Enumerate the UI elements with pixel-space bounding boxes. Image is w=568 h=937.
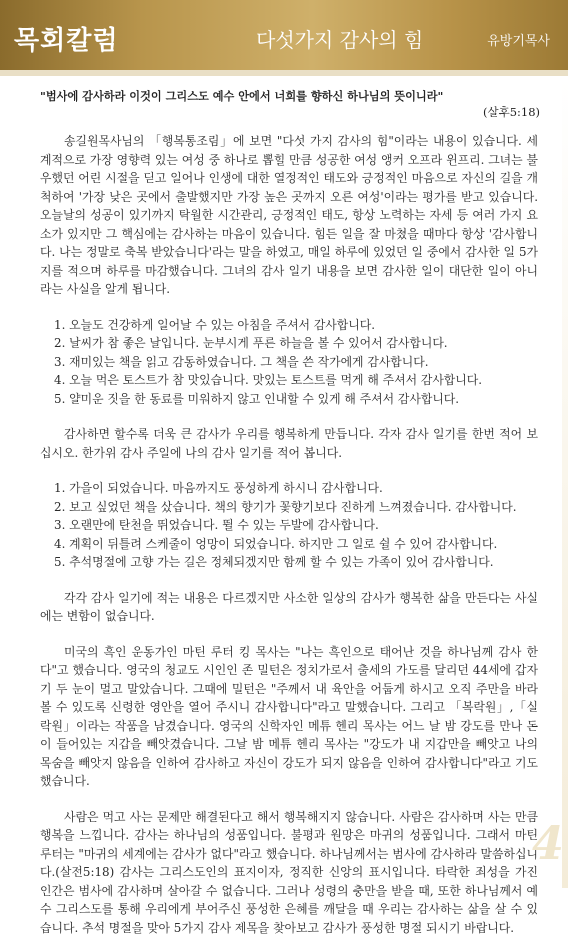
article-body (40, 132, 538, 937)
side-decoration (562, 76, 568, 888)
list-item: 2. 날씨가 참 좋은 날입니다. 눈부시게 푸른 하늘을 볼 수 있어서 감사합니다. (54, 334, 538, 353)
column-title: 목회칼럼 (14, 20, 118, 57)
list-item: 4. 오늘 먹은 토스트가 참 맛있습니다. 맛있는 토스트를 먹게 해 주셔서 감사합니다. (54, 371, 538, 390)
verse-text: "범사에 감사하라 이것이 그리스도 예수 안에서 너희를 향하신 하나님의 뜻이니라" (40, 89, 443, 103)
paragraph-3: 각각 감사 일기에 적는 내용은 다르겠지만 사소한 일상의 감사가 행복한 삶을 만든다는 사실에는 변함이 없습니다. (40, 589, 538, 626)
list-item: 4. 계획이 뒤틀려 스케줄이 엉망이 되었습니다. 하지만 그 일로 쉴 수 있어 감사합니다. (54, 535, 538, 554)
list-item: 5. 추석명절에 고향 가는 길은 정체되겠지만 함께 할 수 있는 가족이 있어 감사합니다. (54, 553, 538, 572)
list-item: 1. 오늘도 건강하게 일어날 수 있는 아침을 주셔서 감사합니다. (54, 316, 538, 335)
gratitude-list-oprah (40, 316, 538, 409)
list-item: 5. 얄미운 짓을 한 동료를 미워하지 않고 인내할 수 있게 해 주셔서 감사합니다. (54, 390, 538, 409)
header-divider (0, 70, 568, 76)
essay-title: 다섯가지 감사의 힘 (256, 24, 423, 53)
page-number: 4 (532, 816, 564, 870)
list-item: 2. 보고 싶었던 책을 샀습니다. 책의 향기가 꽃향기보다 진하게 느껴졌습니다. 감사합니다. (54, 498, 538, 517)
column-header (0, 0, 568, 70)
scripture-verse (40, 88, 540, 120)
gratitude-list-author (40, 479, 538, 572)
paragraph-2: 감사하면 할수록 더욱 큰 감사가 우리를 행복하게 만듭니다. 각자 감사 일기를 한번 적어 보십시오. 한가위 감사 주일에 나의 감사 일기를 적어 봅니다. (40, 425, 538, 462)
list-item: 1. 가을이 되었습니다. 마음까지도 풍성하게 하시니 감사합니다. (54, 479, 538, 498)
list-item: 3. 재미있는 책을 읽고 감동하였습니다. 그 책을 쓴 작가에게 감사합니다. (54, 353, 538, 372)
paragraph-5: 사람은 먹고 사는 문제만 해결된다고 해서 행복해지지 않습니다. 사람은 감사하며 사는 만큼 행복을 느낍니다. 감사는 하나님의 성품입니다. 불평과 원망은 마귀의 성품입니다. 그래서 마틴 루터는 "마귀의 세계에는 감사가 없다"라고 했습니다. 하나님께서는 범사에 감사하라 말씀하십니다.(살전5:18) 감사는 그리스도인의 표지이자, 정직한 신앙의 표시입니다. 타락한 죄성을 가진 인간은 범사에 감사하며 살아갈 수 없습니다. 그러나 성령의 충만을 받을 때, 또한 하나님께서 예수 그리스도를 통해 우리에게 부어주신 풍성한 은혜를 깨달을 때 우리는 감사하는 삶을 살 수 있습니다. 추석 명절을 맞아 5가지 감사 제목을 찾아보고 감사가 풍성한 명절 되시기 바랍니다. (40, 808, 538, 937)
author-name: 유방기목사 (487, 30, 550, 49)
paragraph-4: 미국의 흑인 운동가인 마틴 루터 킹 목사는 "나는 흑인으로 태어난 것을 하나님께 감사 한다"고 했습니다. 영국의 청교도 시인인 존 밀턴은 정치가로서 출세의 가도를 달리던 44세에 갑자기 두 눈이 멀고 말았습니다. 그때에 밀턴은 "주께서 내 육안을 어둡게 하시고 오직 주만을 바라볼 수 있도록 신령한 영안을 열어 주시니 감사합니다"라고 말했습니다. 그리고 「복락원」,「실락원」이라는 작품을 남겼습니다. 영국의 신학자인 메튜 헨리 목사는 어느 날 밤 강도를 만나 돈이 들어있는 지갑을 빼앗겼습니다. 그날 밤 메튜 헨리 목사는 "강도가 내 지갑만을 빼앗고 나의 목숨을 빼앗지 않음을 인하여 감사하고 자신이 강도가 되지 않음을 인하여 감사합니다"라고 기도했습니다. (40, 643, 538, 791)
list-item: 3. 오랜만에 탄천을 뛰었습니다. 뛸 수 있는 두발에 감사합니다. (54, 516, 538, 535)
paragraph-intro: 송길원목사님의 「행복통조림」에 보면 "다섯 가지 감사의 힘"이라는 내용이 있습니다. 세계적으로 가장 영향력 있는 여성 중 하나로 뽑힐 만큼 성공한 여성 앵커 오프라 윈프리. 그녀는 불우했던 어린 시절을 딛고 일어나 인생에 대한 열정적인 태도와 긍정적인 마음으로 자신의 길을 개척하여 '가장 낮은 곳에서 출발했지만 가장 높은 곳까지 오른 여성'이라는 평가를 받고 있습니다. 오늘날의 성공이 있기까지 탁월한 시간관리, 긍정적인 태도, 항상 노력하는 자세 등 여러 가지 요소가 있지만 그 핵심에는 감사하는 마음이 있습니다. 힘든 일을 잘 마쳤을 때마다 항상 '감사합니다. 나는 정말로 축복 받았습니다'라는 말을 하였고, 매일 하루에 있었던 일 중에서 감사한 일 5가지를 적으며 하루를 마감했습니다. 그녀의 감사 일기 내용을 보면 감사한 일이 대단한 일이 아니라는 사실을 알게 됩니다. (40, 132, 538, 299)
verse-reference: (살후5:18) (40, 104, 540, 120)
